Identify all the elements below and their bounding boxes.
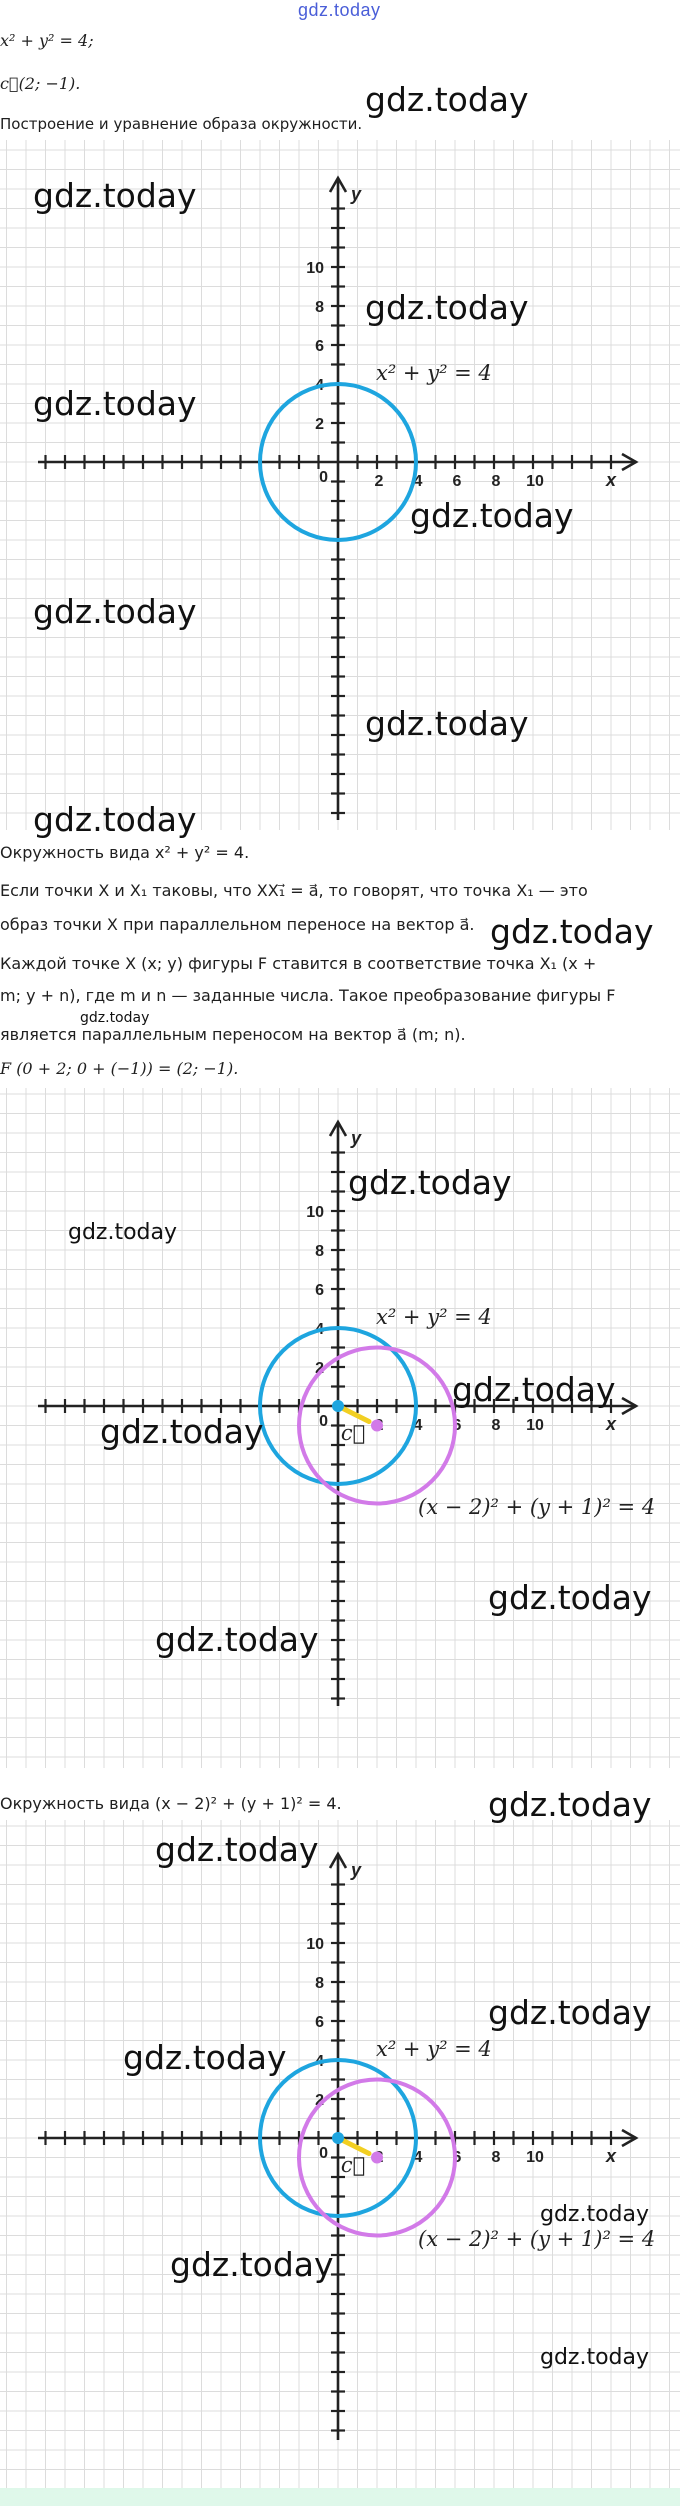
origin-label: 0 (319, 1413, 328, 1430)
given-vector: c⃗(2; −1). (0, 74, 81, 93)
translation-calculation: F (0 + 2; 0 + (−1)) = (2; −1). (0, 1059, 239, 1078)
x-tick-label: 8 (491, 473, 501, 490)
origin-point (332, 2132, 344, 2144)
definition-line-1: Если точки X и X₁ таковы, что XX₁⃗ = a⃗, то говорят, что точка X₁ — это (0, 881, 588, 900)
y-tick-label: 4 (315, 1321, 324, 1338)
watermark: gdz.today (365, 288, 529, 327)
watermark: gdz.today (348, 1163, 512, 1202)
watermark: gdz.today (80, 1010, 150, 1026)
watermark: gdz.today (488, 1785, 652, 1824)
y-tick-label: 8 (315, 1975, 324, 1992)
watermark: gdz.today (452, 1370, 616, 1409)
x-tick-label: 4 (413, 473, 423, 490)
coordinate-plane-3 (0, 1820, 680, 2488)
x-tick-label: 6 (452, 473, 462, 490)
y-axis-name: y (350, 1128, 362, 1148)
y-tick-label: 10 (306, 260, 324, 277)
equation-image: (x − 2)² + (y + 1)² = 4 (418, 1495, 656, 1519)
watermark: gdz.today (68, 1220, 178, 1245)
definition-line-2: образ точки X при параллельном переносе на вектор a⃗. (0, 915, 475, 934)
watermark: gdz.today (488, 1993, 652, 2032)
watermark: gdz.today (33, 176, 197, 215)
y-tick-label: 8 (315, 1243, 324, 1260)
x-tick-label: 2 (374, 473, 384, 490)
y-tick-label: 6 (315, 1282, 324, 1299)
equation-original: x² + y² = 4 (376, 361, 492, 385)
site-logo[interactable]: gdz.today (298, 0, 381, 20)
y-tick-label: 6 (315, 338, 324, 355)
graph-final (0, 1820, 680, 2488)
origin-label: 0 (319, 469, 328, 486)
equation-original: x² + y² = 4 (376, 2037, 492, 2061)
equation-image: (x − 2)² + (y + 1)² = 4 (418, 2227, 656, 2251)
watermark: gdz.today (488, 1578, 652, 1617)
watermark: gdz.today (33, 384, 197, 423)
vector-label: c⃗ (340, 2153, 366, 2177)
graph-original-circle (0, 140, 680, 830)
watermark: gdz.today (123, 2038, 287, 2077)
task-heading: Построение и уравнение образа окружности. (0, 115, 363, 133)
x-tick-label: 6 (452, 2149, 462, 2166)
x-axis-name: x (605, 1414, 617, 1434)
watermark: gdz.today (490, 912, 654, 951)
definition-line-4: m; y + n), где m и n — заданные числа. Такое преобразование фигуры F (0, 986, 616, 1005)
x-tick-label: 10 (526, 1417, 544, 1434)
given-equation: x² + y² = 4; (0, 31, 94, 50)
definition-line-3: Каждой точке X (x; y) фигуры F ставится в соответствие точка X₁ (x + (0, 954, 597, 973)
circle-description-2: Окружность вида (x − 2)² + (y + 1)² = 4. (0, 1794, 342, 1813)
x-tick-label: 4 (413, 2149, 423, 2166)
watermark: gdz.today (365, 80, 529, 119)
y-tick-label: 4 (315, 2053, 324, 2070)
y-tick-label: 10 (306, 1936, 324, 1953)
y-axis-name: y (350, 1860, 362, 1880)
x-tick-label: 8 (491, 2149, 501, 2166)
footer-band (0, 2488, 680, 2506)
watermark: gdz.today (170, 2245, 334, 2284)
y-tick-label: 2 (315, 1360, 324, 1377)
circle-description-1: Окружность вида x² + y² = 4. (0, 843, 250, 862)
y-tick-label: 8 (315, 299, 324, 316)
x-tick-label: 6 (452, 1417, 462, 1434)
watermark: gdz.today (540, 2345, 650, 2370)
x-tick-label: 8 (491, 1417, 501, 1434)
watermark: gdz.today (33, 592, 197, 631)
x-axis-name: x (605, 2146, 617, 2166)
watermark: gdz.today (365, 704, 529, 743)
x-tick-label: 10 (526, 473, 544, 490)
y-axis-name: y (350, 184, 362, 204)
watermark: gdz.today (155, 1830, 319, 1869)
coordinate-plane-1 (0, 140, 680, 830)
watermark: gdz.today (33, 800, 197, 839)
watermark: gdz.today (540, 2202, 650, 2227)
y-tick-label: 6 (315, 2014, 324, 2031)
image-center-point (371, 2152, 383, 2164)
watermark: gdz.today (410, 496, 574, 535)
x-axis-name: x (605, 470, 617, 490)
y-tick-label: 10 (306, 1204, 324, 1221)
origin-label: 0 (319, 2145, 328, 2162)
origin-point (332, 1400, 344, 1412)
vector-label: c⃗ (340, 1421, 366, 1445)
watermark: gdz.today (155, 1620, 319, 1659)
x-tick-label: 10 (526, 2149, 544, 2166)
definition-line-5: является параллельным переносом на вектор a⃗ (m; n). (0, 1025, 466, 1044)
equation-original: x² + y² = 4 (376, 1305, 492, 1329)
y-tick-label: 2 (315, 416, 324, 433)
watermark: gdz.today (100, 1412, 264, 1451)
image-center-point (371, 1420, 383, 1432)
y-tick-label: 4 (315, 377, 324, 394)
y-tick-label: 2 (315, 2092, 324, 2109)
x-tick-label: 4 (413, 1417, 423, 1434)
